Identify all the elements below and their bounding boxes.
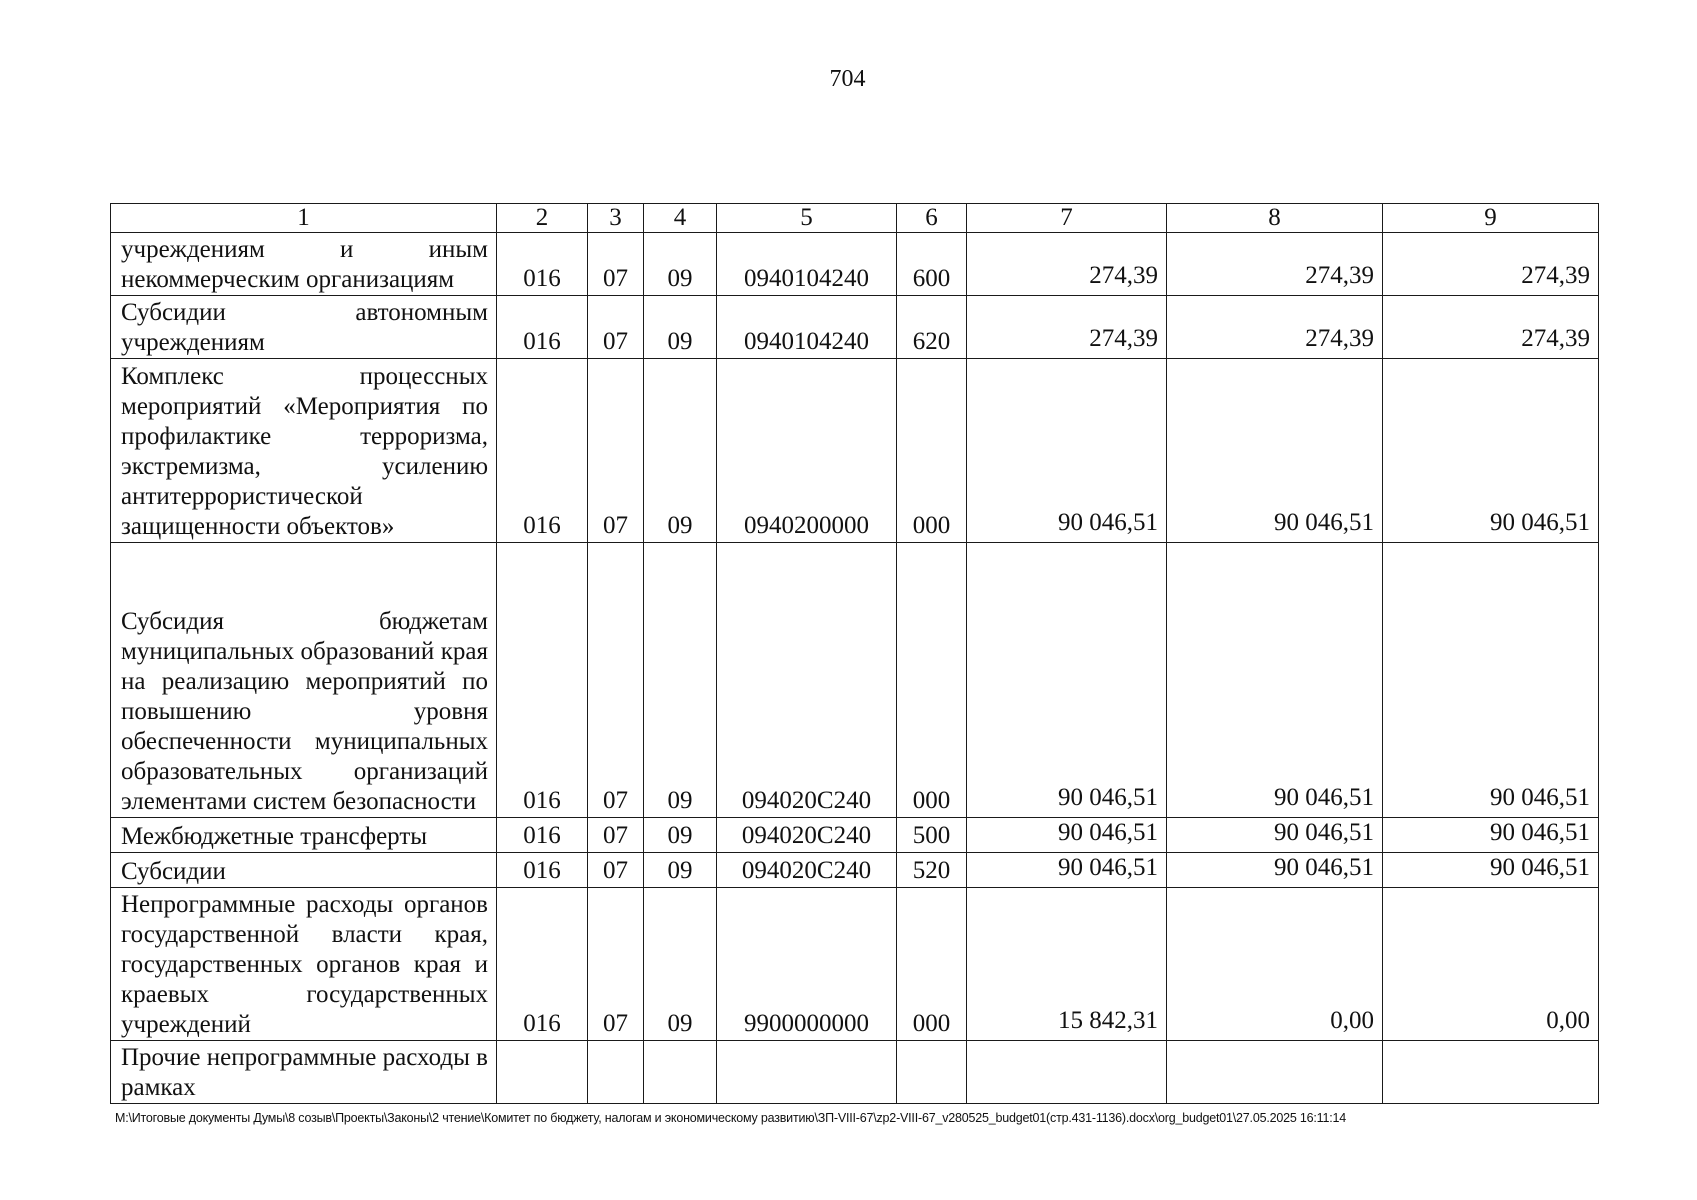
cell-code: 9900000000 (717, 888, 897, 1041)
cell-code: 094020С240 (717, 543, 897, 818)
cell-amount: 274,39 (967, 296, 1167, 359)
cell-code: 094020С240 (717, 818, 897, 853)
table-header-row (111, 204, 1599, 233)
cell-amount: 90 046,51 (1383, 853, 1599, 888)
table-row (111, 1041, 1599, 1104)
row-name: Прочие непрограммные расходы в рамках (111, 1041, 497, 1104)
cell-code (644, 1041, 717, 1104)
cell-code: 07 (588, 543, 644, 818)
row-name: Комплекс процессных мероприятий «Мероприятия по профилактике терроризма, экстремизма, усилению антитеррористической защищенности объектов» (111, 359, 497, 543)
cell-code: 07 (588, 359, 644, 543)
cell-amount: 90 046,51 (1167, 818, 1383, 853)
row-name: Непрограммные расходы органов государственной власти края, государственных органов края и краевых государственных учреждений (111, 888, 497, 1041)
cell-code: 016 (497, 818, 588, 853)
cell-code (497, 1041, 588, 1104)
cell-amount: 90 046,51 (1383, 818, 1599, 853)
row-name: Субсидии (111, 853, 497, 888)
cell-code: 016 (497, 888, 588, 1041)
cell-amount: 0,00 (1383, 888, 1599, 1041)
column-header: 2 (497, 204, 588, 233)
cell-code: 500 (897, 818, 967, 853)
cell-code: 016 (497, 359, 588, 543)
cell-code: 016 (497, 296, 588, 359)
cell-code (588, 1041, 644, 1104)
column-header: 1 (111, 204, 497, 233)
cell-amount: 274,39 (967, 233, 1167, 296)
cell-amount: 274,39 (1383, 233, 1599, 296)
budget-table (110, 203, 1599, 1104)
cell-amount: 274,39 (1167, 233, 1383, 296)
column-header: 8 (1167, 204, 1383, 233)
cell-amount: 90 046,51 (967, 853, 1167, 888)
column-header: 5 (717, 204, 897, 233)
cell-amount: 90 046,51 (1167, 543, 1383, 818)
cell-code: 07 (588, 296, 644, 359)
row-name: Субсидии автономным учреждениям (111, 296, 497, 359)
cell-code: 0940200000 (717, 359, 897, 543)
table-row (111, 818, 1599, 853)
table-row (111, 359, 1599, 543)
cell-amount: 90 046,51 (1383, 543, 1599, 818)
cell-amount (1383, 1041, 1599, 1104)
table-row (111, 233, 1599, 296)
cell-code: 07 (588, 853, 644, 888)
cell-amount: 90 046,51 (967, 818, 1167, 853)
table-row (111, 888, 1599, 1041)
footer-file-path: M:\Итоговые документы Думы\8 созыв\Проекты\Законы\2 чтение\Комитет по бюджету, налогам и экономическому развитию\ЗП-VIII-67\zp2-VIII-67_v280525_budget01(стр.431-1136).docx\org_budget01\27.05.2025 16:11:14 (115, 1111, 1347, 1125)
table-row (111, 296, 1599, 359)
cell-code: 094020С240 (717, 853, 897, 888)
cell-code (717, 1041, 897, 1104)
row-name: Субсидия бюджетам муниципальных образований края на реализацию мероприятий по повышению уровня обеспеченности муниципальных образовательных организаций элементами систем безопасности (111, 543, 497, 818)
cell-code: 09 (644, 853, 717, 888)
cell-code: 09 (644, 888, 717, 1041)
cell-code: 07 (588, 233, 644, 296)
row-name: Межбюджетные трансферты (111, 818, 497, 853)
cell-amount: 90 046,51 (967, 359, 1167, 543)
column-header: 7 (967, 204, 1167, 233)
cell-code: 09 (644, 818, 717, 853)
cell-code: 07 (588, 888, 644, 1041)
cell-code (897, 1041, 967, 1104)
cell-amount: 90 046,51 (967, 543, 1167, 818)
cell-amount (967, 1041, 1167, 1104)
cell-code: 000 (897, 543, 967, 818)
cell-code: 520 (897, 853, 967, 888)
cell-amount: 90 046,51 (1167, 853, 1383, 888)
column-header: 9 (1383, 204, 1599, 233)
cell-code: 07 (588, 818, 644, 853)
table-row (111, 853, 1599, 888)
cell-amount (1167, 1041, 1383, 1104)
cell-code: 0940104240 (717, 296, 897, 359)
column-header: 6 (897, 204, 967, 233)
page-number: 704 (829, 66, 866, 92)
cell-amount: 0,00 (1167, 888, 1383, 1041)
cell-amount: 15 842,31 (967, 888, 1167, 1041)
cell-code: 016 (497, 543, 588, 818)
cell-amount: 90 046,51 (1167, 359, 1383, 543)
cell-code: 000 (897, 888, 967, 1041)
cell-code: 016 (497, 233, 588, 296)
table-row (111, 543, 1599, 818)
cell-code: 09 (644, 543, 717, 818)
cell-code: 620 (897, 296, 967, 359)
column-header: 4 (644, 204, 717, 233)
cell-code: 016 (497, 853, 588, 888)
cell-code: 09 (644, 296, 717, 359)
cell-code: 600 (897, 233, 967, 296)
column-header: 3 (588, 204, 644, 233)
cell-code: 09 (644, 233, 717, 296)
cell-amount: 274,39 (1383, 296, 1599, 359)
cell-code: 09 (644, 359, 717, 543)
cell-amount: 274,39 (1167, 296, 1383, 359)
cell-code: 000 (897, 359, 967, 543)
cell-code: 0940104240 (717, 233, 897, 296)
row-name: учреждениям и иным некоммерческим организациям (111, 233, 497, 296)
cell-amount: 90 046,51 (1383, 359, 1599, 543)
